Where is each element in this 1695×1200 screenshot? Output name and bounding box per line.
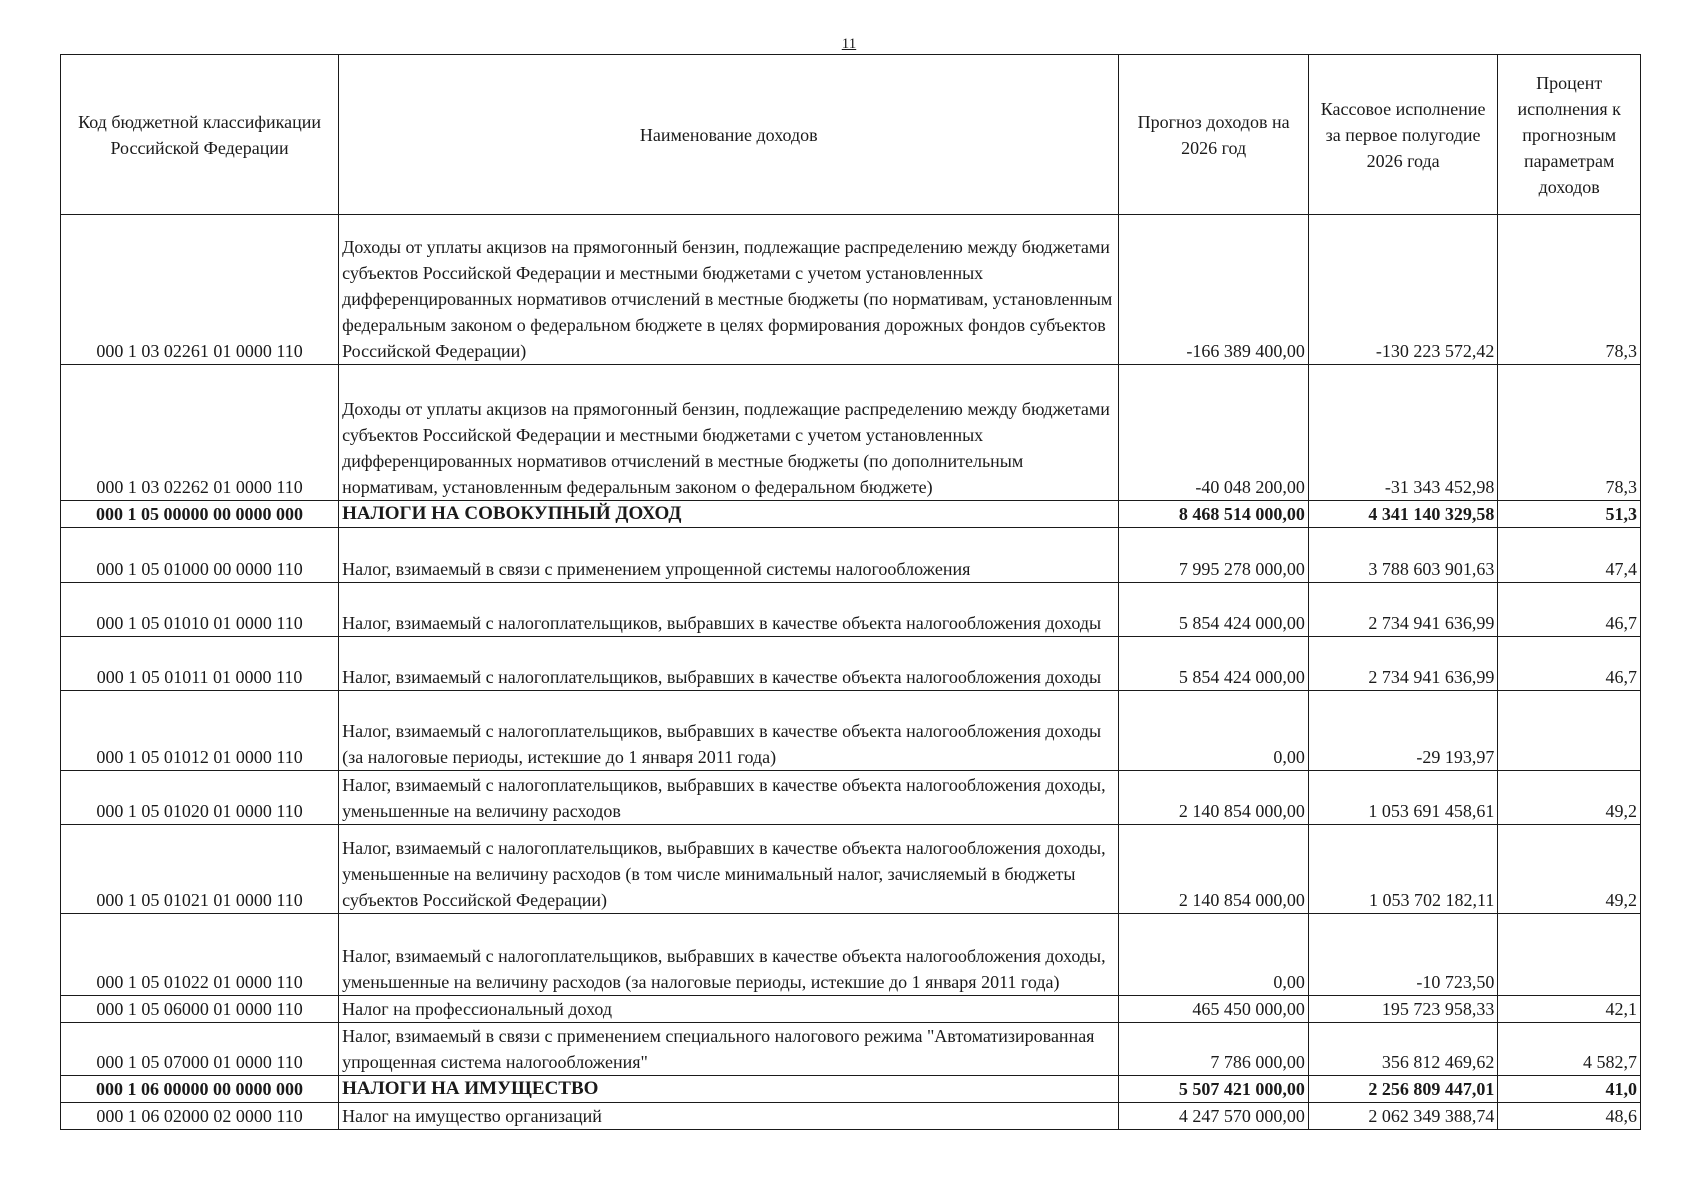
row-plan: 8 468 514 000,00 [1119,501,1308,528]
row-percent: 41,0 [1498,1076,1641,1103]
row-plan: 2 140 854 000,00 [1119,771,1308,825]
row-plan: 7 995 278 000,00 [1119,528,1308,583]
row-code: 000 1 05 01021 01 0000 110 [61,825,339,914]
row-name: Налог, взимаемый с налогоплательщиков, выбравших в качестве объекта налогообложения доходы [339,637,1119,691]
row-name: НАЛОГИ НА ИМУЩЕСТВО [339,1076,1119,1103]
row-percent: 78,3 [1498,215,1641,365]
row-code: 000 1 05 06000 01 0000 110 [61,996,339,1023]
row-percent [1498,691,1641,771]
row-name: Налог на имущество организаций [339,1103,1119,1130]
row-execution: -29 193,97 [1308,691,1497,771]
row-percent: 46,7 [1498,637,1641,691]
table-row [61,691,1641,771]
row-percent [1498,914,1641,996]
row-code: 000 1 05 01010 01 0000 110 [61,583,339,637]
row-plan: 2 140 854 000,00 [1119,825,1308,914]
row-name: Налог, взимаемый в связи с применением упрощенной системы налогообложения [339,528,1119,583]
header-plan: Прогноз доходов на 2026 год [1119,55,1308,215]
table-row [61,583,1641,637]
row-execution: 195 723 958,33 [1308,996,1497,1023]
row-execution: 1 053 691 458,61 [1308,771,1497,825]
row-name: Налог, взимаемый с налогоплательщиков, выбравших в качестве объекта налогообложения доходы (за налоговые периоды, истекшие до 1 января 2011 года) [339,691,1119,771]
header-percent: Процент исполнения к прогнозным параметрам доходов [1498,55,1641,215]
table-row [61,637,1641,691]
row-name: Налог на профессиональный доход [339,996,1119,1023]
row-plan: 5 854 424 000,00 [1119,637,1308,691]
table-row [61,365,1641,501]
row-name: Налог, взимаемый с налогоплательщиков, выбравших в качестве объекта налогообложения доходы, уменьшенные на величину расходов [339,771,1119,825]
table-row [61,528,1641,583]
row-percent: 49,2 [1498,825,1641,914]
row-execution: 3 788 603 901,63 [1308,528,1497,583]
table-row [61,825,1641,914]
row-plan: 465 450 000,00 [1119,996,1308,1023]
table-header-row [61,55,1641,215]
table-row-section-total [61,501,1641,528]
row-code: 000 1 05 01012 01 0000 110 [61,691,339,771]
row-execution: 1 053 702 182,11 [1308,825,1497,914]
row-execution: 2 734 941 636,99 [1308,637,1497,691]
row-percent: 42,1 [1498,996,1641,1023]
row-code: 000 1 05 01011 01 0000 110 [61,637,339,691]
row-execution: -130 223 572,42 [1308,215,1497,365]
row-code: 000 1 06 02000 02 0000 110 [61,1103,339,1130]
row-name: Налог, взимаемый в связи с применением специального налогового режима "Автоматизированная упрощенная система налогообложения" [339,1023,1119,1076]
row-code: 000 1 03 02261 01 0000 110 [61,215,339,365]
table-row [61,996,1641,1023]
row-plan: -166 389 400,00 [1119,215,1308,365]
row-name: Налог, взимаемый с налогоплательщиков, выбравших в качестве объекта налогообложения доходы, уменьшенные на величину расходов (в том числе минимальный налог, зачисляемый в бюджеты субъектов Российской Федерации) [339,825,1119,914]
row-code: 000 1 06 00000 00 0000 000 [61,1076,339,1103]
row-percent: 51,3 [1498,501,1641,528]
table-row [61,1103,1641,1130]
row-name: Доходы от уплаты акцизов на прямогонный бензин, подлежащие распределению между бюджетами субъектов Российской Федерации и местными бюджетами с учетом установленных дифференцированных нормативов отчислений в местные бюджеты (по дополнительным нормативам, установленным федеральным законом о федеральном бюджете) [339,365,1119,501]
row-code: 000 1 03 02262 01 0000 110 [61,365,339,501]
table-row [61,1023,1641,1076]
row-code: 000 1 05 07000 01 0000 110 [61,1023,339,1076]
page-number: 11 [841,36,857,52]
row-percent: 46,7 [1498,583,1641,637]
row-plan: 0,00 [1119,914,1308,996]
row-plan: 7 786 000,00 [1119,1023,1308,1076]
row-plan: 4 247 570 000,00 [1119,1103,1308,1130]
row-execution: 2 256 809 447,01 [1308,1076,1497,1103]
row-code: 000 1 05 01020 01 0000 110 [61,771,339,825]
row-percent: 4 582,7 [1498,1023,1641,1076]
revenue-table [60,54,1641,1130]
table-row-section-total [61,1076,1641,1103]
table-body [61,215,1641,1130]
header-execution: Кассовое исполнение за первое полугодие 2026 года [1308,55,1497,215]
row-execution: -31 343 452,98 [1308,365,1497,501]
row-plan: -40 048 200,00 [1119,365,1308,501]
header-name: Наименование доходов [339,55,1119,215]
table-row [61,215,1641,365]
row-name: Доходы от уплаты акцизов на прямогонный бензин, подлежащие распределению между бюджетами субъектов Российской Федерации и местными бюджетами с учетом установленных дифференцированных нормативов отчислений в местные бюджеты (по нормативам, установленным федеральным законом о федеральном бюджете в целях формирования дорожных фондов субъектов Российской Федерации) [339,215,1119,365]
table-row [61,771,1641,825]
header-code: Код бюджетной классификации Российской Федерации [61,55,339,215]
row-percent: 47,4 [1498,528,1641,583]
row-percent: 48,6 [1498,1103,1641,1130]
row-execution: 4 341 140 329,58 [1308,501,1497,528]
row-percent: 49,2 [1498,771,1641,825]
row-execution: 2 734 941 636,99 [1308,583,1497,637]
row-execution: 356 812 469,62 [1308,1023,1497,1076]
row-code: 000 1 05 01022 01 0000 110 [61,914,339,996]
row-percent: 78,3 [1498,365,1641,501]
row-name: НАЛОГИ НА СОВОКУПНЫЙ ДОХОД [339,501,1119,528]
row-code: 000 1 05 01000 00 0000 110 [61,528,339,583]
row-name: Налог, взимаемый с налогоплательщиков, выбравших в качестве объекта налогообложения доходы [339,583,1119,637]
row-execution: 2 062 349 388,74 [1308,1103,1497,1130]
row-name: Налог, взимаемый с налогоплательщиков, выбравших в качестве объекта налогообложения доходы, уменьшенные на величину расходов (за налоговые периоды, истекшие до 1 января 2011 года) [339,914,1119,996]
row-plan: 5 854 424 000,00 [1119,583,1308,637]
table-row [61,914,1641,996]
row-execution: -10 723,50 [1308,914,1497,996]
row-code: 000 1 05 00000 00 0000 000 [61,501,339,528]
row-plan: 5 507 421 000,00 [1119,1076,1308,1103]
row-plan: 0,00 [1119,691,1308,771]
